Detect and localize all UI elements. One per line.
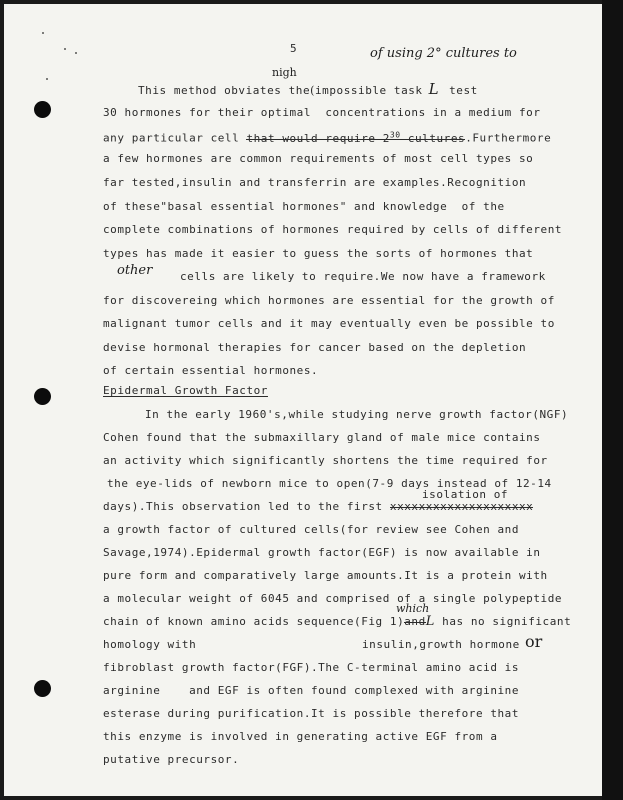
text-line: an activity which significantly shortens the time required for xyxy=(103,454,548,467)
section-heading: Epidermal Growth Factor xyxy=(103,384,268,397)
text-line: far tested,insulin and transferrin are examples.Recognition xyxy=(103,176,527,189)
page-number: 5 xyxy=(290,42,298,55)
text-line: malignant tumor cells and it may eventually even be possible to xyxy=(103,317,555,330)
text-line: homology with xyxy=(103,638,197,651)
text-line: a few hormones are common requirements of most cell types so xyxy=(103,152,534,165)
text-line: any particular cell that would require $2^{30}$ cultures.Furthermore xyxy=(103,130,552,145)
text-line: of certain essential hormones. xyxy=(103,364,319,377)
text-line: arginine and EGF is often found complexed with arginine xyxy=(103,684,520,697)
text-line: complete combinations of hormones required by cells of different xyxy=(103,223,563,236)
insertion-nigh: nigh xyxy=(272,66,297,79)
caret-mark: ( xyxy=(310,84,315,97)
text-line: of these"basal essential hormones" and knowledge of the xyxy=(103,200,505,213)
speck xyxy=(75,52,77,54)
insertion-or: or xyxy=(525,632,543,651)
text-line: a growth factor of cultured cells(for review see Cohen and xyxy=(103,523,520,536)
text-line: This method obviates the(impossible task L test xyxy=(138,80,478,98)
binder-hole-middle xyxy=(34,388,51,405)
text-line: a molecular weight of 6045 and comprised of a single polypeptide xyxy=(103,592,563,605)
speck xyxy=(64,48,66,50)
text-line: putative precursor. xyxy=(103,753,240,766)
text-line: the eye-lids of newborn mice to open(7-9 days instead of 12-14 xyxy=(107,477,552,490)
insertion-isolation: isolation of xyxy=(422,488,509,501)
text-line: pure form and comparatively large amounts.It is a protein with xyxy=(103,569,548,582)
text-line: 30 hormones for their optimal concentrations in a medium for xyxy=(103,106,541,119)
text-line: Cohen found that the submaxillary gland of male mice contains xyxy=(103,431,541,444)
text-line: Savage,1974).Epidermal growth factor(EGF) is now available in xyxy=(103,546,541,559)
margin-note: of using 2° cultures to xyxy=(370,46,517,61)
speck xyxy=(42,32,44,34)
insertion-other: other xyxy=(117,263,153,278)
struck-text: and xyxy=(404,615,426,628)
insertion-which: which xyxy=(396,602,430,615)
handwritten-L-mark: L xyxy=(428,80,440,98)
text-line: insulin,growth hormone xyxy=(362,638,520,651)
text-line: esterase during purification.It is possible therefore that xyxy=(103,707,520,720)
text-line: In the early 1960's,while studying nerve growth factor(NGF) xyxy=(145,408,569,421)
text-line: for discovereing which hormones are essential for the growth of xyxy=(103,294,555,307)
struck-text: that would require $2^{30}$ cultures xyxy=(246,130,466,145)
scan-edge xyxy=(602,0,623,800)
binder-hole-bottom xyxy=(34,680,51,697)
text-line: chain of known amino acids sequence(Fig 1)andL has no significant xyxy=(103,614,572,629)
text-line: devise hormonal therapies for cancer based on the depletion xyxy=(103,341,527,354)
struck-text: xxxxxxxxxxxxxxxxxxxx xyxy=(389,500,534,513)
text-line: this enzyme is involved in generating active EGF from a xyxy=(103,730,498,743)
text-line: types has made it easier to guess the sorts of hormones that xyxy=(103,247,534,260)
text-line: days).This observation led to the first xxxxxxxxxxxxxxxxxxxx xyxy=(103,500,534,513)
handwritten-L-mark: L xyxy=(425,614,435,629)
text-line: fibroblast growth factor(FGF).The C-terminal amino acid is xyxy=(103,661,520,674)
speck xyxy=(46,78,48,80)
document-page xyxy=(4,4,602,796)
binder-hole-top xyxy=(34,101,51,118)
text-line: cells are likely to require.We now have a framework xyxy=(180,270,546,283)
